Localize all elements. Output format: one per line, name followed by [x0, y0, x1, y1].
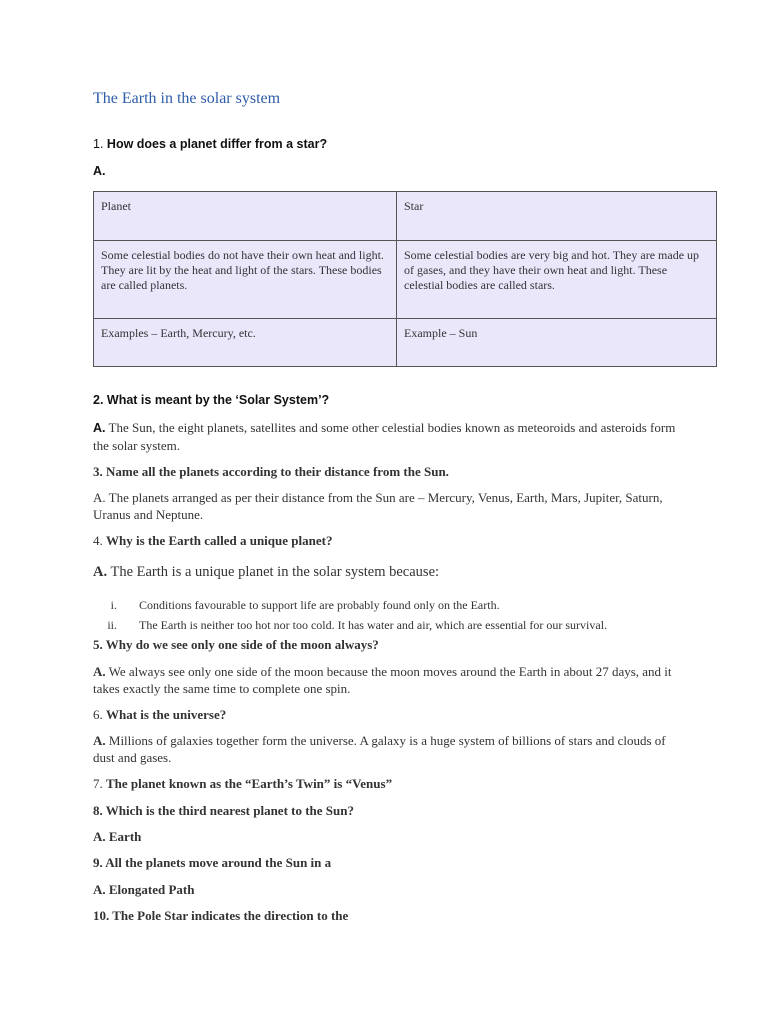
question-7-text: The planet known as the “Earth’s Twin” is “Venus” — [106, 776, 393, 791]
question-10: 10. The Pole Star indicates the direction to the — [93, 908, 349, 923]
question-7-number: 7. — [93, 776, 106, 791]
table-cell: Example – Sun — [397, 319, 717, 367]
table-cell: Some celestial bodies are very big and hot. They are made up of gases, and they have their own heat and light. These celestial bodies are called stars. — [397, 241, 717, 319]
answer-6 — [93, 732, 683, 766]
answer-5-text: We always see only one side of the moon because the moon moves around the Earth in about 27 days, and it takes exactly the same time to complete one spin. — [93, 664, 672, 696]
table-header-planet: Planet — [94, 192, 397, 241]
question-8: 8. Which is the third nearest planet to the Sun? — [93, 803, 354, 818]
question-7 — [93, 775, 683, 792]
answer-8: A. Earth — [93, 829, 142, 844]
question-4 — [93, 532, 683, 549]
table-row — [94, 241, 717, 319]
answer-6-text: Millions of galaxies together form the universe. A galaxy is a huge system of billions of stars and clouds of dust and gases. — [93, 733, 666, 765]
table-cell: Some celestial bodies do not have their own heat and light. They are lit by the heat and light of the stars. These bodies are called planets. — [94, 241, 397, 319]
question-2: 2. What is meant by the ‘Solar System’? — [93, 393, 330, 407]
question-1 — [93, 137, 327, 151]
question-6-number: 6. — [93, 707, 106, 722]
list-item-number: i. — [110, 598, 117, 612]
list-item-text: The Earth is neither too hot nor too cold. It has water and air, which are essential for our survival. — [139, 618, 608, 632]
question-6-text: What is the universe? — [106, 707, 227, 722]
answer-9: A. Elongated Path — [93, 882, 195, 897]
list-item-text: Conditions favourable to support life are probably found only on the Earth. — [139, 598, 500, 612]
question-9: 9. All the planets move around the Sun in a — [93, 855, 332, 870]
answer-1-label: A. — [93, 164, 106, 178]
page-title: The Earth in the solar system — [93, 90, 281, 107]
question-6 — [93, 706, 683, 723]
answer-4-label: A. — [93, 564, 108, 580]
answer-6-label: A. — [93, 733, 106, 748]
answer-2-text: The Sun, the eight planets, satellites and some other celestial bodies known as meteoroids and asteroids form the solar system. — [93, 420, 676, 453]
question-1-text: How does a planet differ from a star? — [106, 137, 328, 151]
answer-4-text: The Earth is a unique planet in the solar system because: — [107, 564, 440, 580]
table-row — [94, 192, 717, 241]
answer-2 — [93, 419, 683, 454]
planet-star-table — [93, 191, 717, 367]
table-cell: Examples – Earth, Mercury, etc. — [94, 319, 397, 367]
question-3: 3. Name all the planets according to their distance from the Sun. — [93, 464, 449, 479]
question-4-text: Why is the Earth called a unique planet? — [106, 533, 333, 548]
list-item-number: ii. — [107, 618, 117, 632]
answer-5-label: A. — [93, 664, 106, 679]
answer-4 — [93, 564, 683, 581]
answer-3: A. The planets arranged as per their distance from the Sun are – Mercury, Venus, Earth, Mars, Jupiter, Saturn, Uranus and Neptune. — [93, 490, 663, 522]
answer-5 — [93, 663, 683, 697]
answer-2-label: A. — [93, 421, 106, 435]
question-5: 5. Why do we see only one side of the moon always? — [93, 637, 379, 652]
table-header-star: Star — [397, 192, 717, 241]
question-4-number: 4. — [93, 533, 106, 548]
question-1-number: 1. — [93, 137, 104, 151]
table-row — [94, 319, 717, 367]
